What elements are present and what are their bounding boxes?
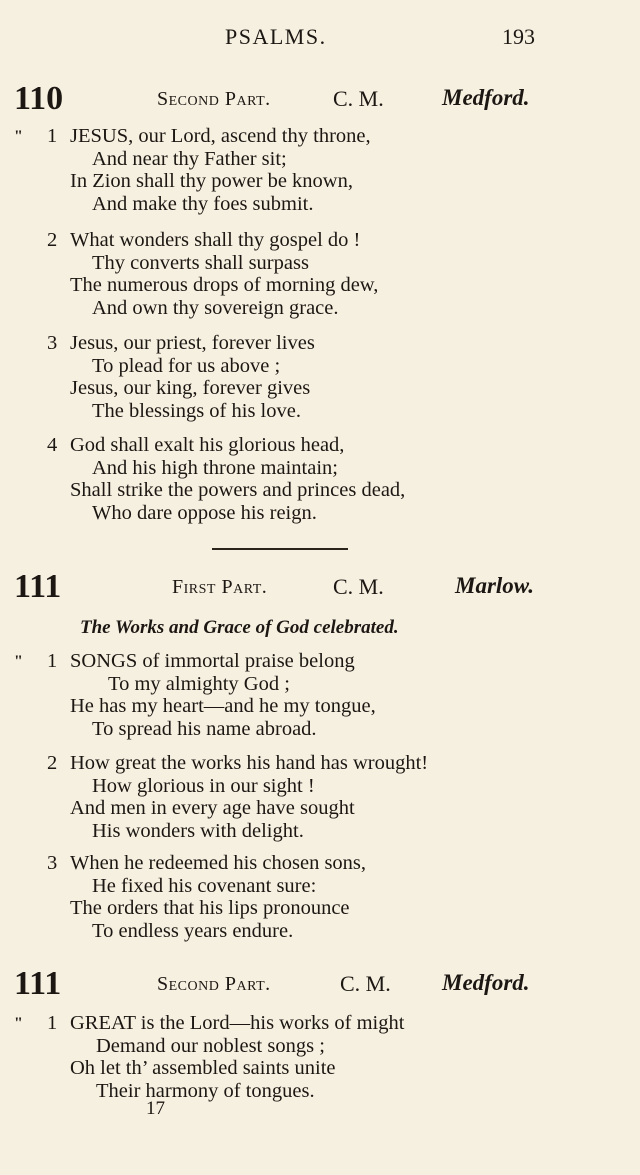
hymn-header (0, 965, 640, 1005)
hymn-tune: Medford. (442, 970, 530, 995)
verse-line: GREAT is the Lord—his works of might (70, 1012, 405, 1034)
verse-line: How glorious in our sight ! (92, 775, 315, 797)
section-divider (212, 548, 348, 550)
verse-line: The orders that his lips pronounce (70, 897, 350, 919)
hymn-number: 111 (14, 568, 62, 605)
verse-line: And his high throne maintain; (92, 457, 338, 479)
verse-line: How great the works his hand has wrought! (70, 752, 429, 774)
hymn-tune: Marlow. (455, 573, 535, 598)
verse-line: The numerous drops of morning dew, (70, 274, 379, 296)
verse-line: To plead for us above ; (92, 355, 281, 377)
stanza-mark: " (14, 1015, 23, 1032)
verse-line: Demand our noblest songs ; (96, 1035, 325, 1057)
verse-line: And make thy foes submit. (92, 193, 314, 215)
verse-line: To spread his name abroad. (92, 718, 317, 740)
verse-line: And men in every age have sought (70, 797, 355, 819)
verse-line: JESUS, our Lord, ascend thy throne, (70, 125, 371, 147)
verse-line: To my almighty God ; (108, 673, 290, 695)
verse-line: What wonders shall thy gospel do ! (70, 229, 361, 251)
hymn-number: 110 (14, 80, 64, 117)
running-head-title: PSALMS. (225, 24, 327, 49)
hymn-part: Second Part. (157, 88, 271, 110)
verse-line: Who dare oppose his reign. (92, 502, 317, 524)
verse-line: He fixed his covenant sure: (92, 875, 317, 897)
stanza-number: 1 (47, 650, 58, 672)
verse-line: God shall exalt his glorious head, (70, 434, 345, 456)
verse-line: His wonders with delight. (92, 820, 304, 842)
verse-line: Shall strike the powers and princes dead, (70, 479, 406, 501)
hymn-meter: C. M. (333, 574, 384, 599)
verse-line: The blessings of his love. (92, 400, 301, 422)
verse-line: Jesus, our priest, forever lives (70, 332, 315, 354)
verse-line: And near thy Father sit; (92, 148, 287, 170)
verse-line: Their harmony of tongues. (96, 1080, 315, 1102)
page-number: 193 (502, 24, 535, 49)
stanza-number: 1 (47, 1012, 58, 1034)
verse-line: When he redeemed his chosen sons, (70, 852, 367, 874)
stanza-number: 1 (47, 125, 58, 147)
stanza-number: 2 (47, 752, 58, 774)
verse-line: Oh let th’ assembled saints unite (70, 1057, 336, 1079)
verse-line: To endless years endure. (92, 920, 294, 942)
verse-line: He has my heart—and he my tongue, (70, 695, 376, 717)
hymn-meter: C. M. (340, 971, 391, 996)
hymn-subtitle: The Works and Grace of God celebrated. (80, 617, 399, 638)
verse-line: SONGS of immortal praise belong (70, 650, 355, 672)
stanza-number: 4 (47, 434, 58, 456)
verse-line: Thy converts shall surpass (92, 252, 309, 274)
verse-line: And own thy sovereign grace. (92, 297, 339, 319)
hymn-part: First Part. (172, 576, 268, 598)
stanza-number: 3 (47, 852, 58, 874)
stanza-mark: " (14, 653, 23, 670)
hymn-number: 111 (14, 965, 62, 1002)
stanza-number: 2 (47, 229, 58, 251)
hymn-tune: Medford. (442, 85, 530, 110)
verse-line: Jesus, our king, forever gives (70, 377, 311, 399)
stanza-mark: " (14, 128, 23, 145)
hymn-header (0, 568, 640, 608)
verse-line: In Zion shall thy power be known, (70, 170, 353, 192)
hymn-header (0, 80, 640, 120)
hymn-part: Second Part. (157, 973, 271, 995)
hymn-meter: C. M. (333, 86, 384, 111)
running-head (0, 24, 640, 54)
stanza-number: 3 (47, 332, 58, 354)
signature-mark: 17 (146, 1098, 165, 1119)
